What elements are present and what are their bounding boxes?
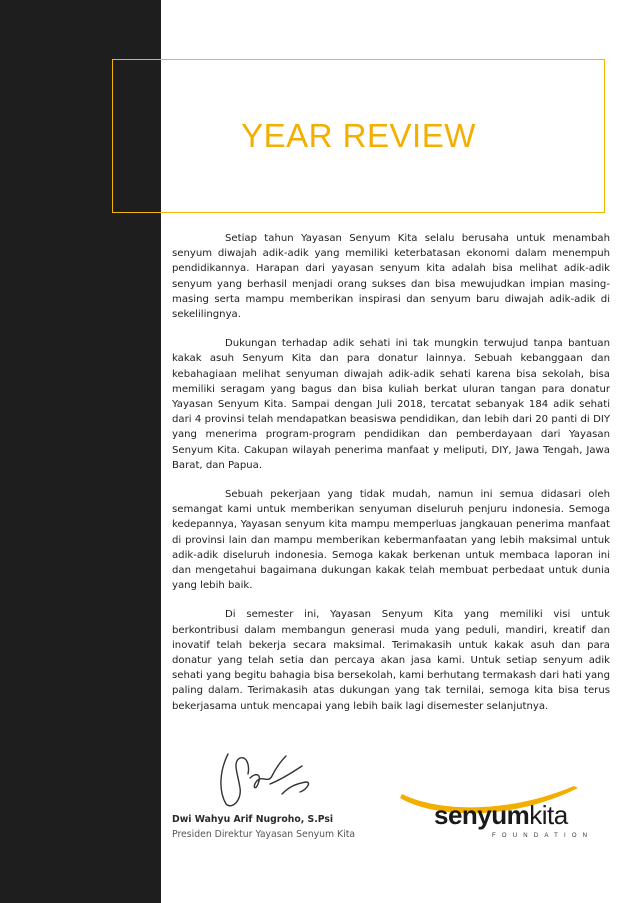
signer-name: Dwi Wahyu Arif Nugroho, S.Psi <box>172 814 334 825</box>
signer-role: Presiden Direktur Yayasan Senyum Kita <box>172 829 356 840</box>
paragraph-2: Dukungan terhadap adik sehati ini tak mungkin terwujud tanpa bantuan kakak asuh Senyum Kita dan para donatur lainnya. Sebuah kebanggaan dan kebahagiaan melihat senyuman diwajah adik-adik sehati karena bisa sekolah, bisa memiliki seragam yang bagus dan bisa kuliah berkat uluran tangan para donatur Yayasan Senyum Kita. Sampai dengan Juli 2018, tercatat sebanyak 184 adik sehati dari 4 provinsi telah mendapatkan beasiswa pendidikan, dan lebih dari 20 panti di DIY yang menerima program-program pendidikan dan pemberdayaan dari Yayasan Senyum Kita. Cakupan wilayah penerima manfaat y meliputi, DIY, Jawa Tengah, Jawa Barat, dan Papua. <box>172 338 610 471</box>
body-text <box>172 231 610 728</box>
logo-subtitle: FOUNDATION <box>492 833 594 839</box>
paragraph-3: Sebuah pekerjaan yang tidak mudah, namun ini semua didasari oleh semangat kami untuk memberikan senyuman diseluruh penjuru indonesia. Semoga kedepannya, Yayasan senyum kita mampu memperluas jangkauan penerima manfaat di provinsi lain dan mampu memberikan kebermanfaatan yang lebih maksimal untuk adik-adik diseluruh indonesia. Semoga kakak berkenan untuk membaca laporan ini dan mengetahui bagaimana dukungan kakak telah membuat perbedaat untuk dunia yang lebih baik. <box>172 489 610 592</box>
signature <box>210 744 322 810</box>
paragraph-1: Setiap tahun Yayasan Senyum Kita selalu berusaha untuk menambah senyum diwajah adik-adik yang memiliki keterbatasan ekonomi dalam menempuh pendidikannya. Harapan dari yayasan senyum kita adalah bisa melihat adik-adik senyum yang berhasil menjadi orang sukses dan bisa mewujudkan impian masing-masing serta mampu memberikan inspirasi dan senyum baru diwajah adik-adik di sekelilingnya. <box>172 233 610 321</box>
logo-word-light: kita <box>529 800 568 830</box>
logo-word-bold: senyum <box>434 800 530 830</box>
paragraph-4: Di semester ini, Yayasan Senyum Kita yang memiliki visi untuk berkontribusi dalam membangun generasi muda yang peduli, mandiri, kreatif dan inovatif telah bekerja secara maksimal. Terimakasih untuk kakak asuh dan para donatur yang telah setia dan percaya akan jasa kami. Untuk setiap senyum adik sehati yang begitu bahagia bisa bersekolah, kami berhutang termakash dari hati yang paling dalam. Terimakasih atas dukungan yang tak ternilai, semoga kita bisa terus bekerjasama untuk mencapai yang lebih baik lagi disemester selanjutnya. <box>172 609 610 712</box>
logo-wordmark <box>434 800 568 831</box>
page-title: YEAR REVIEW <box>241 117 476 154</box>
senyumkita-logo <box>398 778 598 848</box>
